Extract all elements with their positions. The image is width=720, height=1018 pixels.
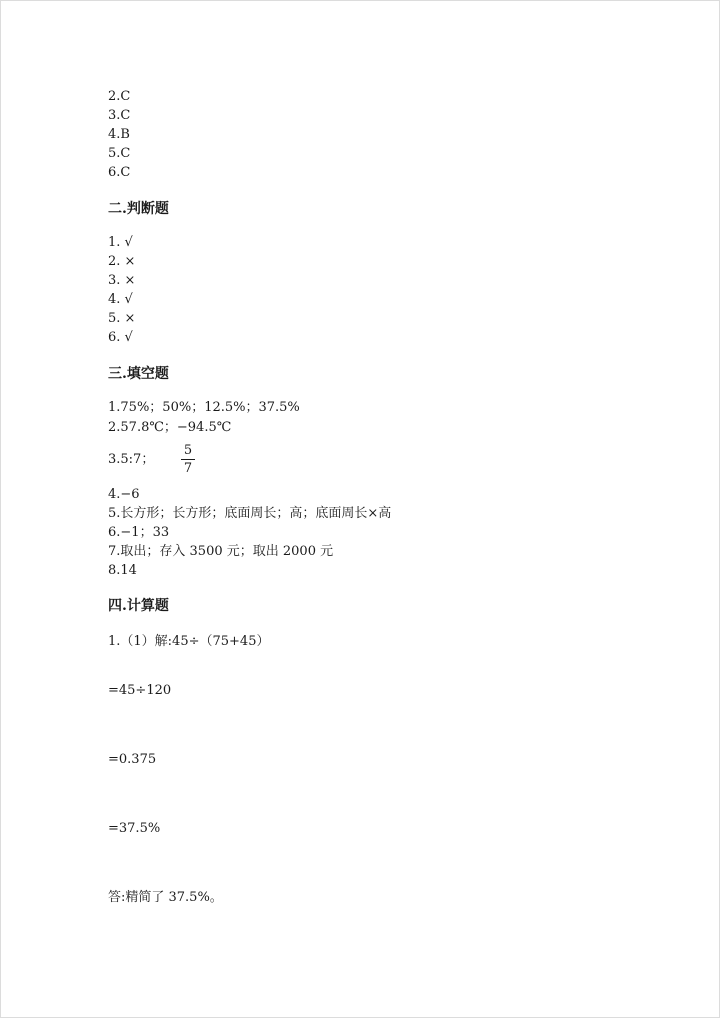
section-heading-fill-blank: 三.填空题 <box>108 366 169 382</box>
answer-line: 4.B <box>108 127 130 142</box>
answer-line: 1. √ <box>108 235 133 250</box>
answer-line: 2.57.8℃；−94.5℃ <box>108 420 232 435</box>
answer-line: 6.C <box>108 165 131 180</box>
answer-line: 3.C <box>108 108 131 123</box>
calc-step: =37.5% <box>108 821 161 836</box>
calc-step: 1.（1）解:45÷（75+45） <box>108 634 270 649</box>
answer-line: 6. √ <box>108 330 133 345</box>
fraction-denominator: 7 <box>183 461 193 476</box>
answer-line: 1.75%；50%；12.5%；37.5% <box>108 400 300 415</box>
fraction <box>181 443 195 476</box>
fraction-numerator: 5 <box>183 443 193 458</box>
answer-line: 4.−6 <box>108 487 140 502</box>
fraction-bar <box>181 459 195 460</box>
answer-line: 2.C <box>108 89 131 104</box>
section-heading-calculation: 四.计算题 <box>108 598 169 614</box>
answer-line: 2. × <box>108 254 136 269</box>
answer-line: 3. × <box>108 273 136 288</box>
calc-step: =45÷120 <box>108 683 172 698</box>
calc-step: =0.375 <box>108 752 157 767</box>
section-heading-judgment: 二.判断题 <box>108 201 169 217</box>
answer-statement: 答:精简了 37.5%。 <box>108 890 223 905</box>
answer-line: 6.−1；33 <box>108 525 170 540</box>
answer-line: 5.长方形；长方形；底面周长；高；底面周长×高 <box>108 506 392 521</box>
answer-line: 5. × <box>108 311 136 326</box>
answer-line: 5.C <box>108 146 131 161</box>
answer-line: 3.5:7； <box>108 452 155 467</box>
answer-line: 4. √ <box>108 292 133 307</box>
answer-line: 8.14 <box>108 563 137 578</box>
answer-line: 7.取出；存入 3500 元；取出 2000 元 <box>108 544 334 559</box>
